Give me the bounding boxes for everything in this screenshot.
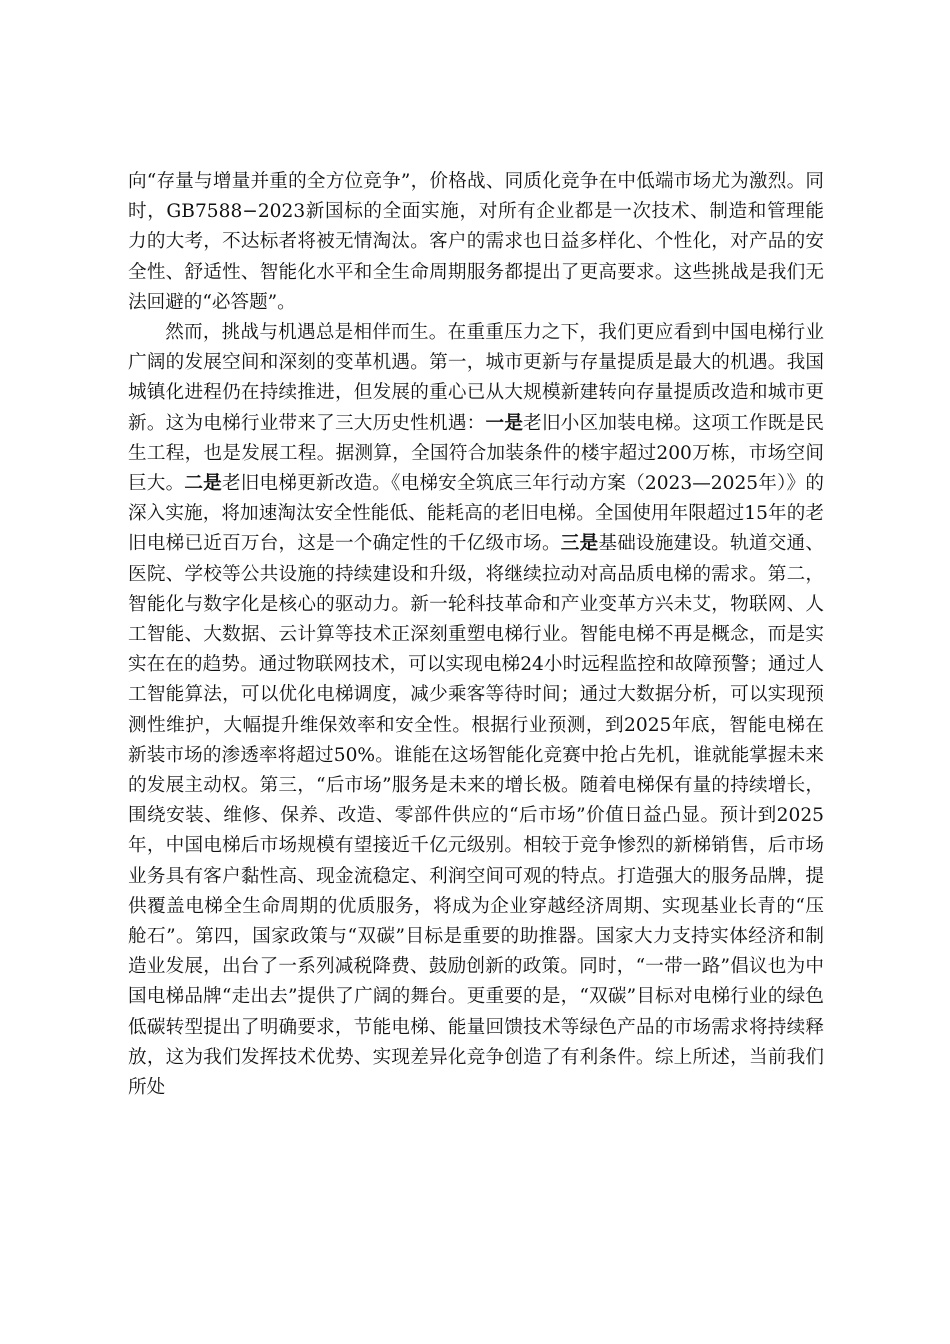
paragraph-2-bold-second: 二是: [184, 473, 222, 495]
paragraph-1-text: 向“存量与增量并重的全方位竞争”，价格战、同质化竞争在中低端市场尤为激烈。同时，GB7588−2023新国标的全面实施，对所有企业都是一次技术、制造和管理能力的大考，不达标者将被无情淘汰。客户的需求也日益多样化、个性化，对产品的安全性、舒适性、智能化水平和全生命周期服务都提出了更高要求。这些挑战是我们无法回避的“必答题”。: [128, 171, 824, 313]
paragraph-2-text: 老旧电梯更新改造。《电梯安全筑底三年行动方案（2023—2025年）》的深入实施，将加速淘汰安全性能低、能耗高的老旧电梯。全国使用年限超过15年的老旧电梯已近百万台，这是一个确定性的千亿级市场。: [128, 473, 824, 555]
paragraph-2: [128, 318, 824, 1103]
paragraph-2-text: 然而，挑战与机遇总是相伴而生。在重重压力之下，我们更应看到中国电梯行业广阔的发展空间和深刻的变革机遇。第一，城市更新与存量提质是最大的机遇。我国城镇化进程仍在持续推进，但发展的重心已从大规模新建转向存量提质改造和城市更新。这为电梯行业带来了三大历史性机遇：: [128, 322, 824, 434]
paragraph-2-text: 基础设施建设。轨道交通、医院、学校等公共设施的持续建设和升级，将继续拉动对高品质电梯的需求。第二，智能化与数字化是核心的驱动力。新一轮科技革命和产业变革方兴未艾，物联网、人工智能、大数据、云计算等技术正深刻重塑电梯行业。智能电梯不再是概念，而是实实在在的趋势。通过物联网技术，可以实现电梯24小时远程监控和故障预警；通过人工智能算法，可以优化电梯调度，减少乘客等待时间；通过大数据分析，可以实现预测性维护，大幅提升维保效率和安全性。根据行业预测，到2025年底，智能电梯在新装市场的渗透率将超过50%。谁能在这场智能化竞赛中抢占先机，谁就能掌握未来的发展主动权。第三，“后市场”服务是未来的增长极。随着电梯保有量的持续增长，围绕安装、维修、保养、改造、零部件供应的“后市场”价值日益凸显。预计到2025年，中国电梯后市场规模有望接近千亿元级别。相较于竞争惨烈的新梯销售，后市场业务具有客户黏性高、现金流稳定、利润空间可观的特点。打造强大的服务品牌，提供覆盖电梯全生命周期的优质服务，将成为企业穿越经济周期、实现基业长青的“压舱石”。第四，国家政策与“双碳”目标是重要的助推器。国家大力支持实体经济和制造业发展，出台了一系列减税降费、鼓励创新的政策。同时，“一带一路”倡议也为中国电梯品牌“走出去”提供了广阔的舞台。更重要的是，“双碳”目标对电梯行业的绿色低碳转型提出了明确要求，节能电梯、能量回馈技术等绿色产品的市场需求将持续释放，这为我们发挥技术优势、实现差异化竞争创造了有利条件。综上所述，当前我们所处: [128, 533, 824, 1099]
paragraph-2-bold-first: 一是: [485, 412, 524, 434]
paragraph-2-bold-third: 三是: [560, 533, 599, 555]
document-page: [128, 167, 824, 1103]
paragraph-1: [128, 167, 824, 318]
paragraph-2-text: 老旧小区加装电梯。这项工作既是民生工程，也是发展工程。据测算，全国符合加装条件的楼宇超过200万栋，市场空间巨大。: [128, 412, 824, 495]
